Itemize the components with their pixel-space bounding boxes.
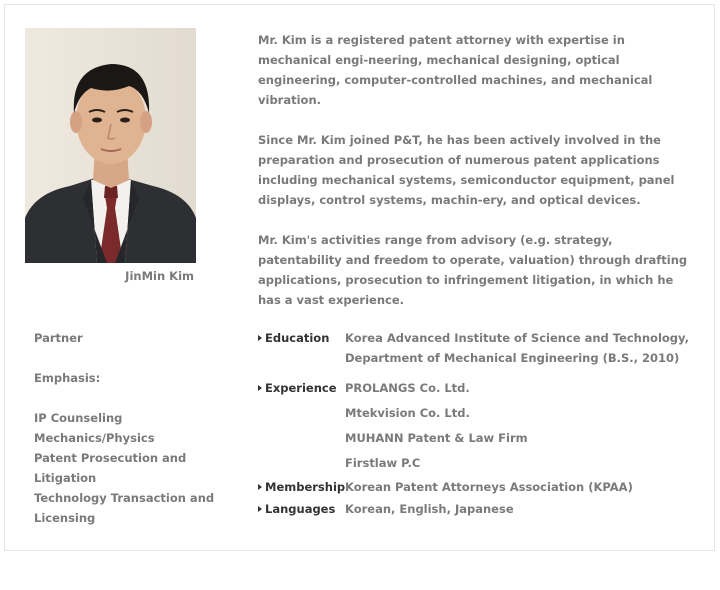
- education-line: Department of Mechanical Engineering (B.S., 2010): [345, 351, 680, 365]
- education-line: Korea Advanced Institute of Science and Technology,: [345, 331, 690, 345]
- emphasis-item: Licensing: [34, 511, 96, 525]
- emphasis-label: Emphasis:: [34, 371, 101, 385]
- membership-label: [258, 477, 348, 497]
- profile-photo: [25, 28, 196, 263]
- experience-item: Firstlaw P.C: [345, 456, 421, 470]
- profile-name: JinMin Kim: [125, 269, 194, 283]
- emphasis-item: Technology Transaction and: [34, 491, 215, 505]
- emphasis-item: IP Counseling: [34, 411, 123, 425]
- languages-label: [258, 499, 348, 519]
- position-sidebar: [34, 328, 244, 528]
- bio-section: [258, 30, 698, 330]
- experience-value: [345, 378, 705, 473]
- education-label: [258, 328, 348, 348]
- membership-value: Korean Patent Attorneys Association (KPAA): [345, 480, 633, 494]
- arrow-right-icon: [258, 335, 262, 341]
- experience-item: PROLANGS Co. Ltd.: [345, 381, 470, 395]
- languages-label-text: Languages: [265, 502, 336, 516]
- bio-paragraph: Since Mr. Kim joined P&T, he has been actively involved in the preparation and prosecution of numerous patent applications including mechanical systems, semiconductor equipment, panel displays, control systems, machin-ery, and optical devices.: [258, 133, 675, 207]
- bio-paragraph: Mr. Kim is a registered patent attorney with expertise in mechanical engi-neering, mechanical designing, optical engineering, computer-controlled machines, and mechanical vibration.: [258, 33, 653, 107]
- experience-label: [258, 378, 348, 398]
- position-title: Partner: [34, 331, 83, 345]
- languages-value: Korean, English, Japanese: [345, 502, 514, 516]
- emphasis-item: Patent Prosecution and Litigation: [34, 451, 187, 485]
- arrow-right-icon: [258, 506, 262, 512]
- experience-item: Mtekvision Co. Ltd.: [345, 406, 470, 420]
- bio-paragraph: Mr. Kim's activities range from advisory (e.g. strategy, patentability and freedom to operate, valuation) through drafting applications, prosecution to infringement litigation, in which he has a vast experience.: [258, 233, 688, 307]
- education-label-text: Education: [265, 331, 330, 345]
- experience-item: MUHANN Patent & Law Firm: [345, 431, 528, 445]
- experience-label-text: Experience: [265, 381, 337, 395]
- arrow-right-icon: [258, 385, 262, 391]
- emphasis-item: Mechanics/Physics: [34, 431, 155, 445]
- arrow-right-icon: [258, 484, 262, 490]
- education-value: [345, 328, 705, 368]
- membership-label-text: Membership: [265, 480, 346, 494]
